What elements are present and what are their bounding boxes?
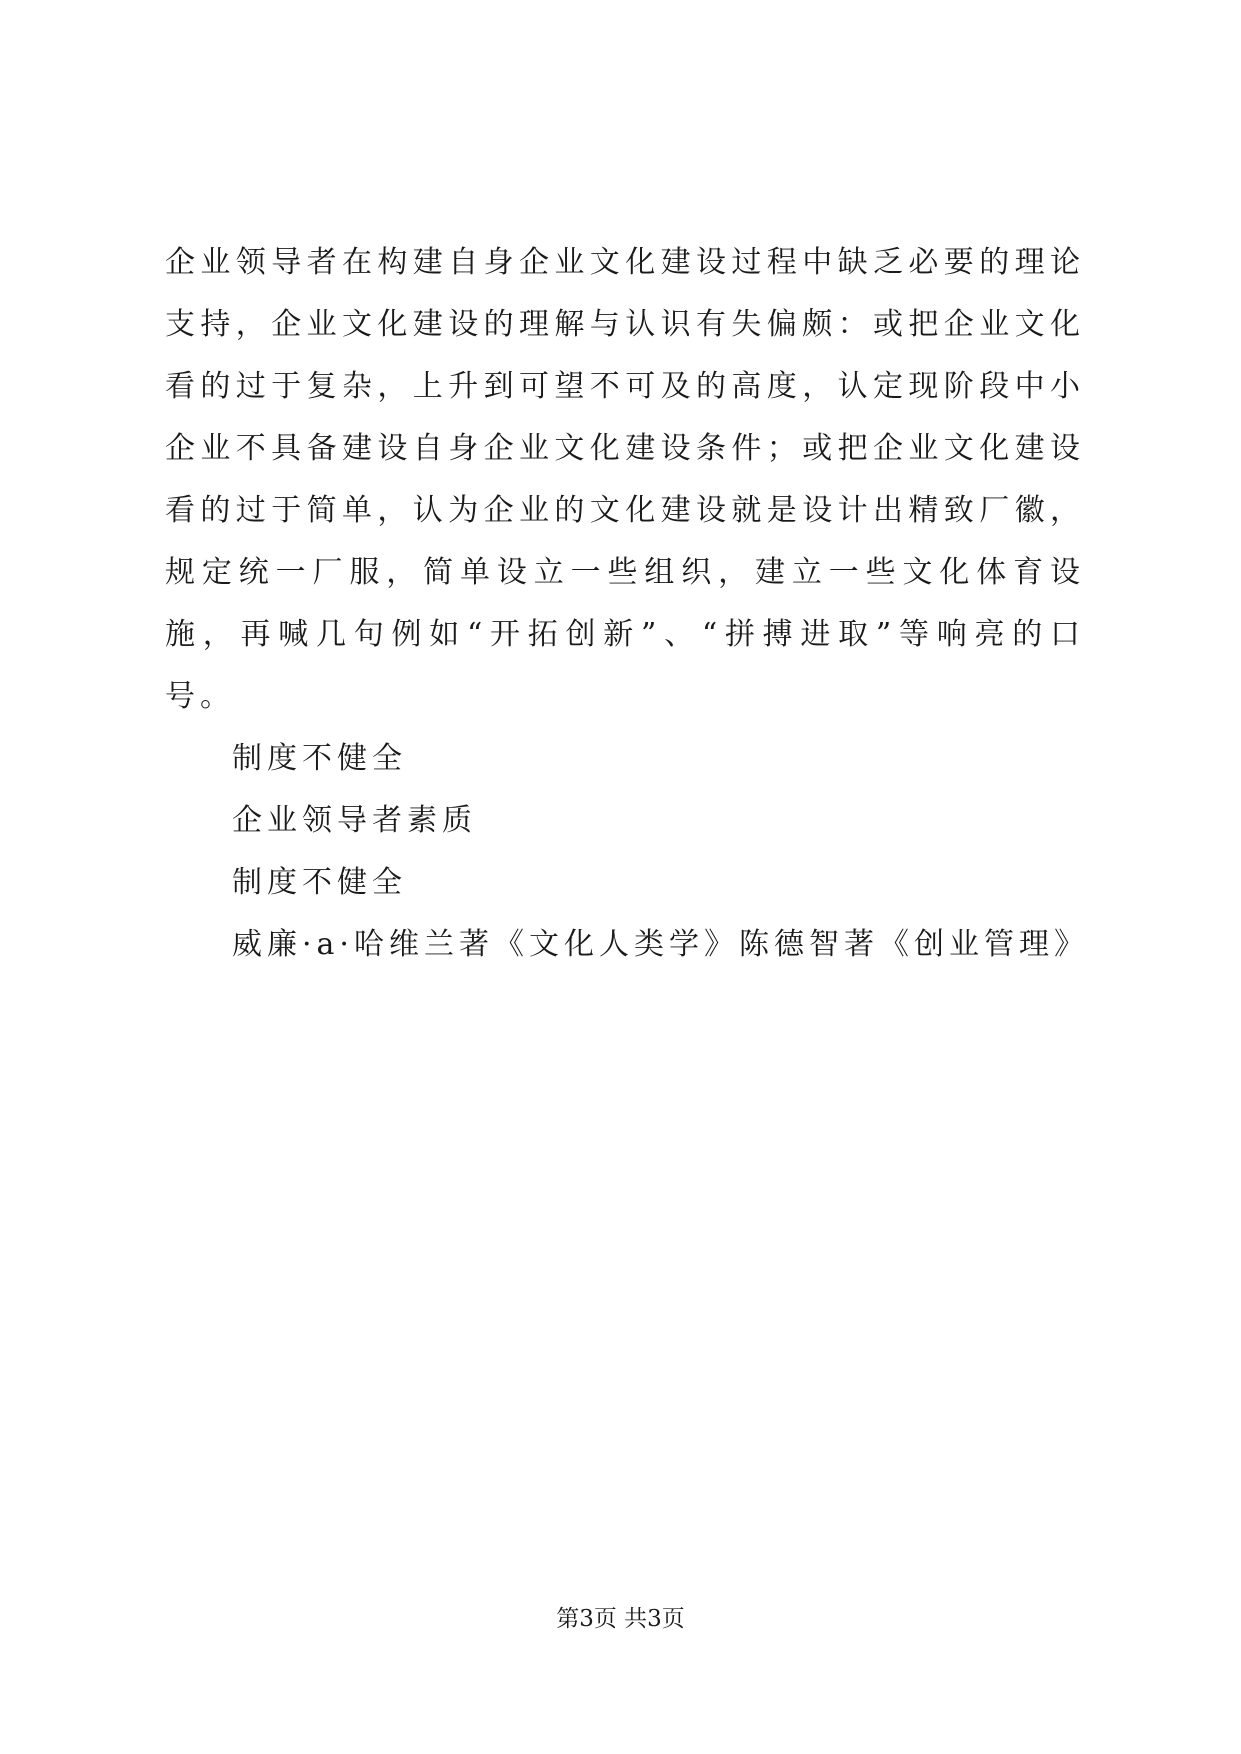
text-line-system-incomplete-repeat: 制度不健全	[232, 865, 407, 900]
document-body	[165, 232, 1089, 976]
body-paragraph: 企业领导者在构建自身企业文化建设过程中缺乏必要的理论支持，企业文化建设的理解与认识有失偏颇：或把企业文化看的过于复杂，上升到可望不可及的高度，认定现阶段中小企业不具备建设自身企业文化建设条件；或把企业文化建设看的过于简单，认为企业的文化建设就是设计出精致厂徽，规定统一厂服，简单设立一些组织，建立一些文化体育设施，再喊几句例如“开拓创新”、“拼搏进取”等响亮的口号。	[165, 245, 1085, 714]
page-footer: 第3页 共3页	[556, 1606, 685, 1632]
text-line-references: 威廉·a·哈维兰著《文化人类学》陈德智著《创业管理》	[232, 927, 1089, 962]
text-line-system-incomplete: 制度不健全	[232, 741, 407, 776]
text-line-leader-quality: 企业领导者素质	[232, 803, 477, 838]
